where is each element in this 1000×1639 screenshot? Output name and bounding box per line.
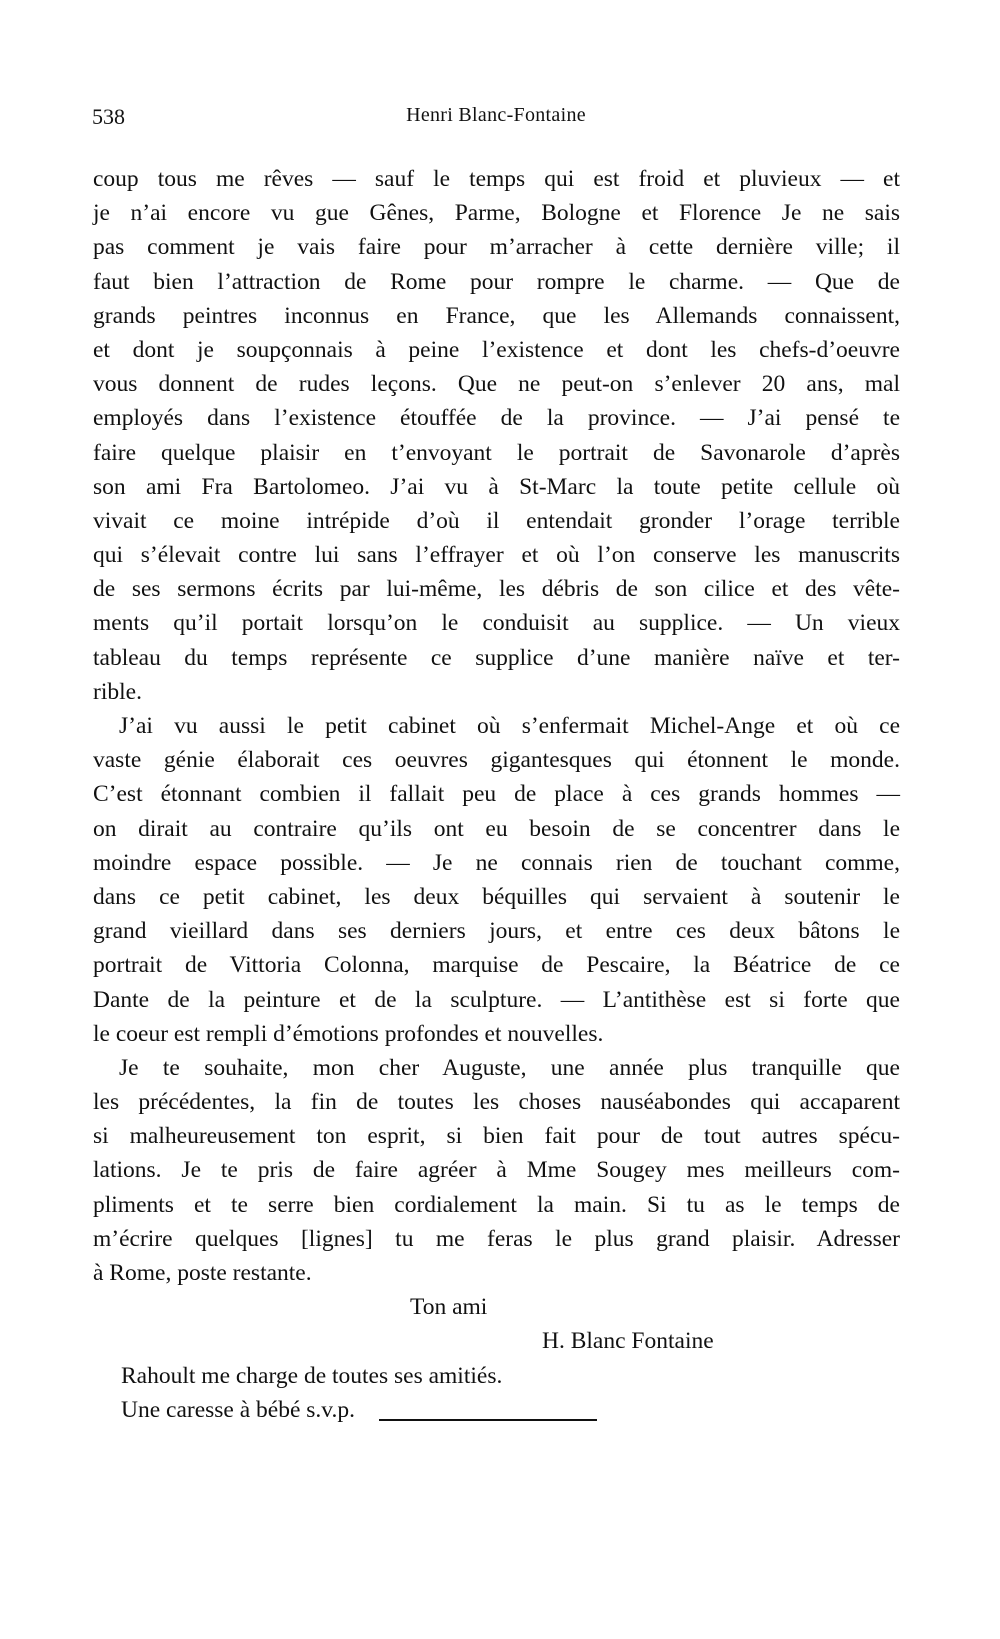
text-line: grand vieillard dans ses derniers jours, et entre ces deux bâtons le	[93, 918, 900, 945]
text-line: Dante de la peinture et de la sculpture. — L’antithèse est si forte que	[93, 986, 900, 1013]
text-line: de ses sermons écrits par lui-même, les débris de son cilice et des vête-	[93, 576, 900, 603]
text-line: J’ai vu aussi le petit cabinet où s’enfermait Michel-Ange et où ce	[119, 713, 900, 739]
text-line: m’écrire quelques [lignes] tu me feras le plus grand plaisir. Adresser	[93, 1225, 900, 1252]
text-line: rible.	[93, 678, 142, 705]
text-line: faire quelque plaisir en t’envoyant le portrait de Savonarole d’après	[93, 439, 900, 466]
text-line: Je te souhaite, mon cher Auguste, une année plus tranquille que	[119, 1054, 900, 1081]
text-line: on dirait au contraire qu’ils ont eu besoin de se concentrer dans le	[93, 815, 900, 842]
text-line: tableau du temps représente ce supplice d’une manière naïve et ter-	[93, 644, 900, 671]
text-line: à Rome, poste restante.	[93, 1260, 312, 1286]
text-line: les précédentes, la fin de toutes les choses nauséabondes qui accaparent	[93, 1089, 900, 1116]
text-line: son ami Fra Bartolomeo. J’ai vu à St-Marc la toute petite cellule où	[93, 473, 900, 500]
postscript-line: Une caresse à bébé s.v.p.	[121, 1396, 356, 1423]
text-line: si malheureusement ton esprit, si bien fait pour de tout autres spécu-	[93, 1123, 900, 1150]
letter-body	[93, 162, 900, 1427]
text-line: ments qu’il portait lorsqu’on le conduisit au supplice. — Un vieux	[93, 610, 900, 637]
text-line: qui s’élevait contre lui sans l’effrayer et où l’on conserve les manuscrits	[93, 542, 900, 569]
text-line: le coeur est rempli d’émotions profondes et nouvelles.	[93, 1020, 604, 1047]
text-line: et dont je soupçonnais à peine l’existence et dont les chefs-d’oeuvre	[93, 336, 900, 363]
text-line: coup tous me rêves — sauf le temps qui est froid et pluvieux — et	[93, 166, 900, 192]
text-line: employés dans l’existence étouffée de la province. — J’ai pensé te	[93, 405, 900, 432]
running-title: Henri Blanc-Fontaine	[406, 104, 586, 126]
postscript-line: Rahoult me charge de toutes ses amitiés.	[121, 1362, 503, 1389]
text-line: lations. Je te pris de faire agréer à Mme Sougey mes meilleurs com-	[93, 1157, 900, 1184]
text-line: moindre espace possible. — Je ne connais rien de touchant comme,	[93, 849, 900, 876]
signature: H. Blanc Fontaine	[542, 1328, 714, 1355]
running-header	[92, 104, 900, 134]
text-line: portrait de Vittoria Colonna, marquise de Pescaire, la Béatrice de ce	[93, 952, 900, 979]
text-line: vivait ce moine intrépide d’où il entendait gronder l’orage terrible	[93, 507, 900, 534]
text-line: faut bien l’attraction de Rome pour rompre le charme. — Que de	[93, 268, 900, 295]
closing-salutation: Ton ami	[410, 1294, 488, 1321]
text-line: grands peintres inconnus en France, que les Allemands connaissent,	[93, 302, 900, 329]
text-line: pliments et te serre bien cordialement la main. Si tu as le temps de	[93, 1191, 900, 1218]
text-line: dans ce petit cabinet, les deux béquilles qui servaient à soutenir le	[93, 883, 900, 910]
text-line: je n’ai encore vu gue Gênes, Parme, Bologne et Florence Je ne sais	[93, 200, 900, 227]
text-line: vaste génie élaborait ces oeuvres gigantesques qui étonnent le monde.	[93, 747, 900, 774]
text-line: pas comment je vais faire pour m’arracher à cette dernière ville; il	[93, 234, 900, 261]
closing-rule	[379, 1419, 597, 1421]
page-number: 538	[92, 104, 125, 129]
text-line: vous donnent de rudes leçons. Que ne peut-on s’enlever 20 ans, mal	[93, 371, 900, 398]
text-line: C’est étonnant combien il fallait peu de place à ces grands hommes —	[93, 781, 900, 808]
